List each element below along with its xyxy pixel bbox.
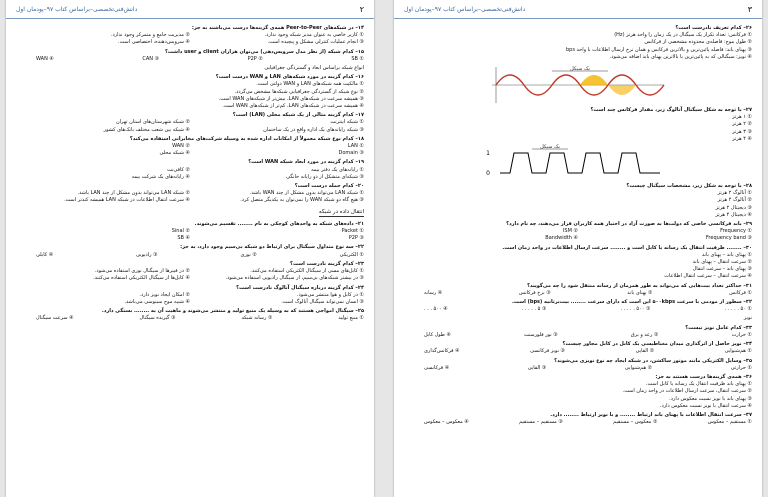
options-24	[16, 292, 364, 306]
option: ③ P2P	[348, 235, 364, 242]
option: ③ پهنای باند: فاصله پائین‌ترین و بالاترین فرکانس و همان نرخ ارسال اطلاعات با واحد bps	[565, 46, 752, 53]
option: ④ رایانه‌های یک شرکت بیمه	[131, 173, 190, 180]
option: ① Frequency	[720, 228, 752, 235]
option: ② طول موج: فاصله‌ی محدوده مشخصی از فرکانس	[644, 39, 752, 46]
option: ④ SB	[177, 235, 190, 242]
options-34	[404, 348, 752, 355]
option: ① کاربر خاصی به عنوان مدیر شبکه وجود ندارد.	[264, 32, 364, 39]
option: ④ همیشه سرعت در شبکه‌های LAN، کم‌تر از شبکه‌های WAN است.	[222, 103, 364, 110]
options-25	[16, 315, 364, 322]
section-note: انواع شبکه براساس ابعاد و گستردگی جغرافیایی	[264, 65, 364, 72]
option: ④ فرکانسی	[424, 364, 450, 371]
question-17: ۱۷– کدام گزینه مثالی از یک شبکه محلی (LAN) است؟	[232, 112, 364, 119]
options-22	[16, 252, 364, 259]
option: ① در کابل و هوا منتشر می‌شود.	[296, 291, 364, 298]
option: ① فرکانس	[729, 289, 752, 296]
figure-label: یک سیکل	[570, 66, 590, 73]
option: ④ فرکانس‌گذاری	[424, 348, 460, 355]
option: ② آنالوگ ۴ هرتز	[717, 197, 752, 204]
option: ④ سرعت انتقال – سرعت انتقال اطلاعات	[664, 273, 752, 280]
option: ① ۱ هرتز	[732, 114, 752, 121]
option: ① حرارت	[731, 331, 752, 338]
option: ② در فیبرها از سیگنال نوری استفاده می‌شود.	[94, 268, 190, 275]
option: ① الکتریکی	[339, 251, 364, 258]
axis-label-0: 0	[486, 170, 490, 178]
option: ④ ۴ هرتز	[732, 135, 752, 142]
option: ④ رسانه	[424, 289, 443, 296]
option: ④ نویز: سیگنالی که به پائین‌ترین یا بالاترین پهنای باند اضافه می‌شود.	[609, 53, 752, 60]
option: ② کافی‌نت	[167, 166, 190, 173]
option: ③ رادیویی	[136, 251, 158, 258]
option: ② ۵۰۰ . . . . .	[620, 306, 651, 313]
section-heading: انتقال داده در شبکه	[319, 209, 364, 217]
question-21: ۲۱– داده‌های شبکه به واحدهای کوچکی به نام ........ تقسیم می‌شوند.	[194, 220, 364, 227]
question-31: ۳۱– حداکثر تعداد بیت‌هایی که می‌تواند به طور همزمان از رسانه منتقل شود را چه می‌گویند؟	[527, 282, 752, 289]
question-14: ۱۴– در شبکه‌های Peer-to-Peer همه‌ی گزینه‌ها درست می‌باشند به جز:	[191, 25, 364, 31]
option: ② شبکه LAN می‌تواند بدون مشکل از چند LAN باشد.	[77, 190, 190, 197]
option: ① مالکیت همه شبکه‌های LAN و WAN دولتی است.	[256, 81, 364, 88]
question-15: ۱۵– کدام شبکه (از نظر مدل سرویس‌دهی) می‌توان هزاران client و user داشت؟	[164, 48, 364, 55]
option: ④ کابل‌ها از سیگنال الکتریکی استفاده می‌کنند.	[93, 275, 190, 282]
option: ② نوری	[240, 251, 257, 258]
option: ④ سرعت سیگنال	[36, 315, 74, 322]
option: ③ نور فلورسنت	[524, 331, 558, 338]
option: ① پهنای باند ظرفیت انتقال یک رسانه یا کابل است.	[645, 381, 752, 388]
option: ① منبع تولید	[338, 315, 364, 322]
option: ④ کابلی	[36, 251, 54, 258]
option: ③ هیچ گاه دو شبکه WAN را نمی‌توان به یکدیگر متصل کرد.	[240, 197, 364, 204]
options-33	[404, 332, 752, 339]
options-15	[16, 56, 364, 63]
option: ③ نرخ فرکانس	[518, 289, 551, 296]
axis-label-1: 1	[486, 150, 490, 158]
header-title: دانش‌فنی‌تخصصی–براساس کتاب ۹۷–پودمان اول	[16, 5, 138, 13]
options-35	[404, 365, 752, 372]
option: ② سرعت انتقال، سرعت ارسال اطلاعات در واحد زمان است.	[622, 388, 752, 395]
option: ③ همیشه سرعت در شبکه‌های LAN، بیش‌تر از شبکه‌های WAN است.	[218, 95, 364, 102]
question-29: ۲۹– باند فرکانسی خاصی که دولت‌ها به صورت آزاد در اختیار همه کاربران قرار می‌دهند، چه نام دارد؟	[506, 221, 752, 228]
options-32	[404, 306, 752, 313]
analog-signal-figure	[404, 63, 752, 105]
option: ① SB	[351, 55, 364, 62]
options-19	[16, 167, 364, 181]
question-34: ۳۴– نویز حاصل از اثرگذاری میدان مغناطیسی یک کابل در کابل مجاور چیست؟	[562, 341, 752, 348]
option: ② سرعت انتقال – پهنای باند	[692, 259, 752, 266]
question-25: ۲۵– سیگنال امواجی هستند که به وسیله یک منبع تولید و منتشر می‌شوند و ماهیت آن به ........ بستگی دارد.	[101, 308, 364, 315]
option: ② Sinal	[171, 228, 190, 235]
option: ④ شبکه بین شعب مختلف بانک‌های کشور	[103, 126, 190, 133]
question-16: ۱۶– کدام گزینه در مورد شبکه‌های LAN و WAN درست است؟	[215, 74, 364, 81]
option: ④ Bandwidth	[545, 235, 578, 242]
option: ① ۵۰ . . . . .	[724, 306, 752, 313]
option: ① پهنای باند – پهنای باند	[701, 251, 752, 258]
option: ③ دیجیتال ۲ هرتز	[715, 204, 752, 211]
option: ① Packet	[341, 228, 364, 235]
option: ④ معکوس – معکوس	[424, 419, 469, 426]
page-number: ۲	[359, 4, 364, 14]
option: ② القایی	[635, 348, 655, 355]
option: ② مدیریت جامع و متمرکز وجود ندارد.	[110, 32, 190, 39]
option: ③ انجام عملیات کنترلی مشکل و پیچیده است.	[267, 39, 364, 46]
section-note: نویز	[743, 315, 752, 322]
question-33: ۳۳– کدام عامل نویز نیست؟	[685, 324, 752, 331]
option: ① شبکه اینترنت	[330, 119, 364, 126]
option: ③ Domain	[338, 150, 364, 157]
options-17	[16, 119, 364, 133]
question-36: ۳۶– همه‌ی گزینه‌ها درست هستند به جز:	[655, 373, 752, 380]
option: ① حرارتی	[730, 364, 752, 371]
page-header	[394, 0, 762, 19]
document-page-3	[394, 0, 762, 497]
question-20: ۲۰– کدام جمله درست است؟	[294, 183, 364, 190]
option: ② ۲ هرتز	[732, 121, 752, 128]
figure-label: یک سیکل	[540, 144, 560, 151]
question-26: ۲۶– کدام تعریف نادرست است؟	[675, 25, 752, 31]
option: ③ شبکه‌ای متشکل از دو رایانه خانگی	[286, 173, 364, 180]
option: ② پهنای باند	[627, 289, 653, 296]
option: ② امکان ایجاد نویز دارد.	[139, 291, 190, 298]
option: ③ پهنای باند – سرعت انتقال	[692, 266, 752, 273]
option: ③ CAN	[142, 55, 160, 62]
question-37: ۳۷– سرعت انتقال اطلاعات با پهنای باند ارتباط ........ و با نویز ارتباط ........ دارد.	[550, 411, 752, 418]
option: ③ مستقیم – مستقیم	[519, 419, 563, 426]
option: ④ سرویس‌دهنده، اختصاصی است.	[118, 39, 190, 46]
option: ④ ۵۰۰ . . .	[424, 306, 448, 313]
option: ② هم‌شنوایی	[624, 364, 653, 371]
options-31	[404, 290, 752, 297]
option: ② شبکه شهرستان‌های استان تهران	[116, 119, 190, 126]
option: ② ISM	[562, 228, 578, 235]
option: ③ ۳ هرتز	[732, 128, 752, 135]
option: ① LAN	[347, 143, 364, 150]
question-28: ۲۸– با توجه به شکل زیر، مشخصات سیگنال چیست؟	[626, 183, 752, 190]
question-30: ۳۰– ........ ظرفیت انتقال یک رسانه یا کابل است و ........ سرعت ارسال اطلاعات در واحد زمان است.	[502, 244, 752, 251]
option: ③ نویز فرکانسی	[530, 348, 566, 355]
option: ③ ۵ . . . . .	[521, 306, 547, 313]
options-29	[404, 228, 752, 242]
options-18	[16, 143, 364, 157]
question-19: ۱۹– کدام گزینه در مورد ابعاد شبکه WAN است؟	[248, 159, 364, 166]
option: ① مستقیم – معکوس	[707, 419, 752, 426]
options-14	[16, 32, 364, 46]
option: ③ Frequency band	[705, 235, 752, 242]
options-21	[16, 228, 364, 242]
option: ④ سرعت انتقال اطلاعات در شبکه LAN همیشه کندتر است.	[64, 197, 190, 204]
option: ① رایانه‌های یک دفتر بیمه	[311, 166, 364, 173]
options-20	[16, 190, 364, 204]
option: ③ پهنای باند با نویز نسبت معکوس دارد.	[669, 395, 752, 402]
option: ③ شبکه رایانه‌های یک اداره واقع در یک ساختمان	[263, 126, 364, 133]
option: ④ سرعت انتقال با نویز نسبت معکوس دارد.	[659, 402, 752, 409]
option: ③ انسان نمی‌تواند سیگنال آنالوگ است.	[281, 298, 364, 305]
option: ③ گیرنده سیگنال	[139, 315, 176, 322]
question-18: ۱۸– کدام نوع شبکه معمولاً از امکانات اداره شده به وسیله شرکت‌های مخابراتی استفاده می‌کند؟	[129, 135, 364, 142]
page-number: ۳	[747, 4, 752, 14]
option: ① فرکانس: تعداد تکرار یک سیگنال در یک زمان را واحد هرتز (Hz)	[614, 32, 752, 39]
option: ② رسانه شبکه	[241, 315, 273, 322]
question-24: ۲۴– کدام گزینه درباره سیگنال آنالوگ نادرست است؟	[236, 284, 364, 291]
question-22: ۲۲– سه نوع متداول سیگنال برای ارتباط دو شبکه بی‌سیم وجود دارد، به جز:	[180, 244, 364, 251]
question-32: ۳۲– سطور از مودمی با سرعت ۵۰۰kbps این است که دارای سرعت ........ بیت‌برثانیه (bps) است.	[512, 299, 752, 306]
option: ① شبکه LAN می‌تواند بدون مشکل از چند WAN باشد.	[249, 190, 364, 197]
header-title: دانش‌فنی‌تخصصی–براساس کتاب ۹۷–پودمان اول	[404, 5, 526, 13]
option: ② WAN	[172, 143, 190, 150]
option: ④ دیجیتال ۴ هرتز	[715, 211, 752, 218]
digital-signal-figure	[404, 145, 752, 181]
option: ④ WAN	[36, 55, 54, 62]
options-37	[404, 419, 752, 426]
option: ③ القایی	[527, 364, 547, 371]
option: ② P2P	[247, 55, 263, 62]
page-header	[6, 0, 374, 19]
option: ② معکوس – مستقیم	[613, 419, 658, 426]
option: ② نوع شبکه از گستردگی جغرافیایی شبکه‌ها مشخص می‌گردد.	[234, 88, 364, 95]
option: ④ شبیه موج سینوسی می‌باشد.	[124, 298, 190, 305]
question-27: ۲۷– با توجه به شکل سیگنال آنالوگ زیر، مقدار فرکانس چند است؟	[590, 107, 752, 114]
document-page-2	[6, 0, 374, 497]
option: ③ در بیشتر شبکه‌های بی‌سیم، از سیگنال رادیویی استفاده می‌شود.	[225, 275, 364, 282]
option: ① هم‌شنوایی	[724, 348, 752, 355]
question-35: ۳۵– وسایل الکتریکی مانند موتور ساکشن، در شبکه ایجاد چه نوع نویزی می‌شوند؟	[554, 357, 752, 364]
options-23	[16, 268, 364, 282]
option: ① آنالوگ ۲ هرتز	[717, 190, 752, 197]
option: ② رعد و برق	[630, 331, 659, 338]
question-23: ۲۳– کدام گزینه نادرست است؟	[290, 260, 364, 267]
option: ④ شبکه محلی	[159, 150, 190, 157]
option: ④ طول کابل	[424, 331, 451, 338]
option: ① کابل‌های مسی از سیگنال الکتریکی استفاده می‌کنند.	[250, 268, 364, 275]
